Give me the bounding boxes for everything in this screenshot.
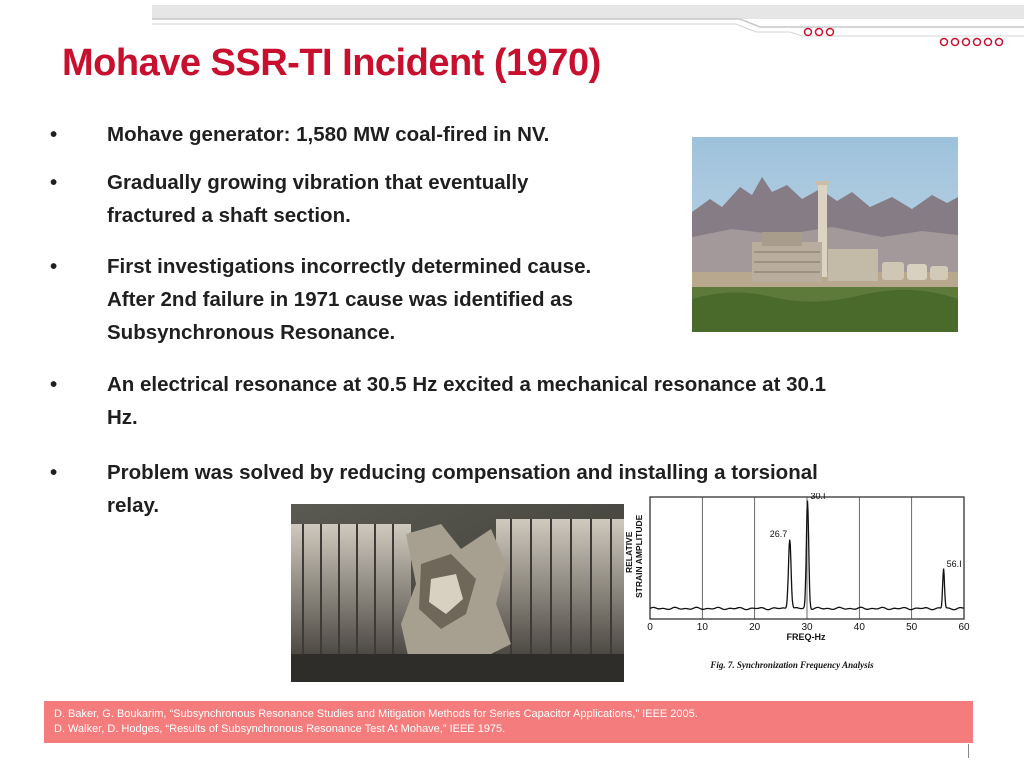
x-tick-label: 0 (647, 622, 653, 633)
peak-label: 30.I (810, 493, 826, 501)
figure-caption: Fig. 7. Synchronization Frequency Analysis (710, 660, 874, 670)
x-tick-label: 60 (958, 622, 970, 633)
header-circle-icon (952, 39, 959, 46)
bullet-text: Problem was solved by reducing compensation and installing a torsional relay. (107, 461, 818, 517)
header-circle-icon (985, 39, 992, 46)
bullet-text: Gradually growing vibration that eventually fractured a shaft section. (107, 171, 529, 227)
bullet-text: First investigations incorrectly determined cause. After 2nd failure in 1971 cause was identified as Subsynchronous Resonance. (107, 255, 592, 344)
page-indicator (968, 744, 969, 758)
bullet-marker: • (50, 373, 58, 396)
x-tick-label: 50 (906, 622, 918, 633)
bullet-marker: • (50, 171, 58, 194)
x-axis-label: FREQ-Hz (786, 632, 826, 642)
bullet-marker: • (50, 123, 58, 146)
bullet-text: Mohave generator: 1,580 MW coal-fired in NV. (107, 123, 550, 146)
x-tick-label: 20 (749, 622, 761, 633)
frequency-analysis-chart (624, 493, 976, 678)
header-circle-icon (816, 29, 823, 36)
peak-label: 26.7 (769, 529, 788, 539)
reference-line: D. Walker, D. Hodges, “Results of Subsynchronous Resonance Test At Mohave,” IEEE 1975. (54, 723, 506, 735)
header-circle-icon (805, 29, 812, 36)
header-circle-icon (974, 39, 981, 46)
x-tick-label: 40 (853, 622, 865, 633)
power-plant-photo (692, 137, 958, 332)
bullet-marker: • (50, 461, 58, 484)
references-band (44, 701, 973, 743)
y-axis-label-line2: STRAIN AMPLITUDE (634, 514, 644, 598)
header-circle-icon (941, 39, 948, 46)
peak-label: 56.I (946, 559, 962, 569)
header-circle-icon (827, 29, 834, 36)
y-axis-label-line1: RELATIVE (624, 531, 634, 573)
header-circle-icon (996, 39, 1003, 46)
x-tick-label: 10 (696, 622, 708, 633)
bullet-marker: • (50, 255, 58, 278)
header-circle-icon (963, 39, 970, 46)
page-title: Mohave SSR-TI Incident (1970) (62, 42, 601, 84)
fractured-shaft-photo (291, 504, 624, 682)
bullet-text: An electrical resonance at 30.5 Hz excited a mechanical resonance at 30.1 Hz. (107, 373, 827, 429)
reference-line: D. Baker, G. Boukarim, “Subsynchronous Resonance Studies and Mitigation Methods for Series Capacitor Applications,” IEEE 2005. (54, 708, 698, 720)
x-tick-label: 30 (801, 622, 813, 633)
